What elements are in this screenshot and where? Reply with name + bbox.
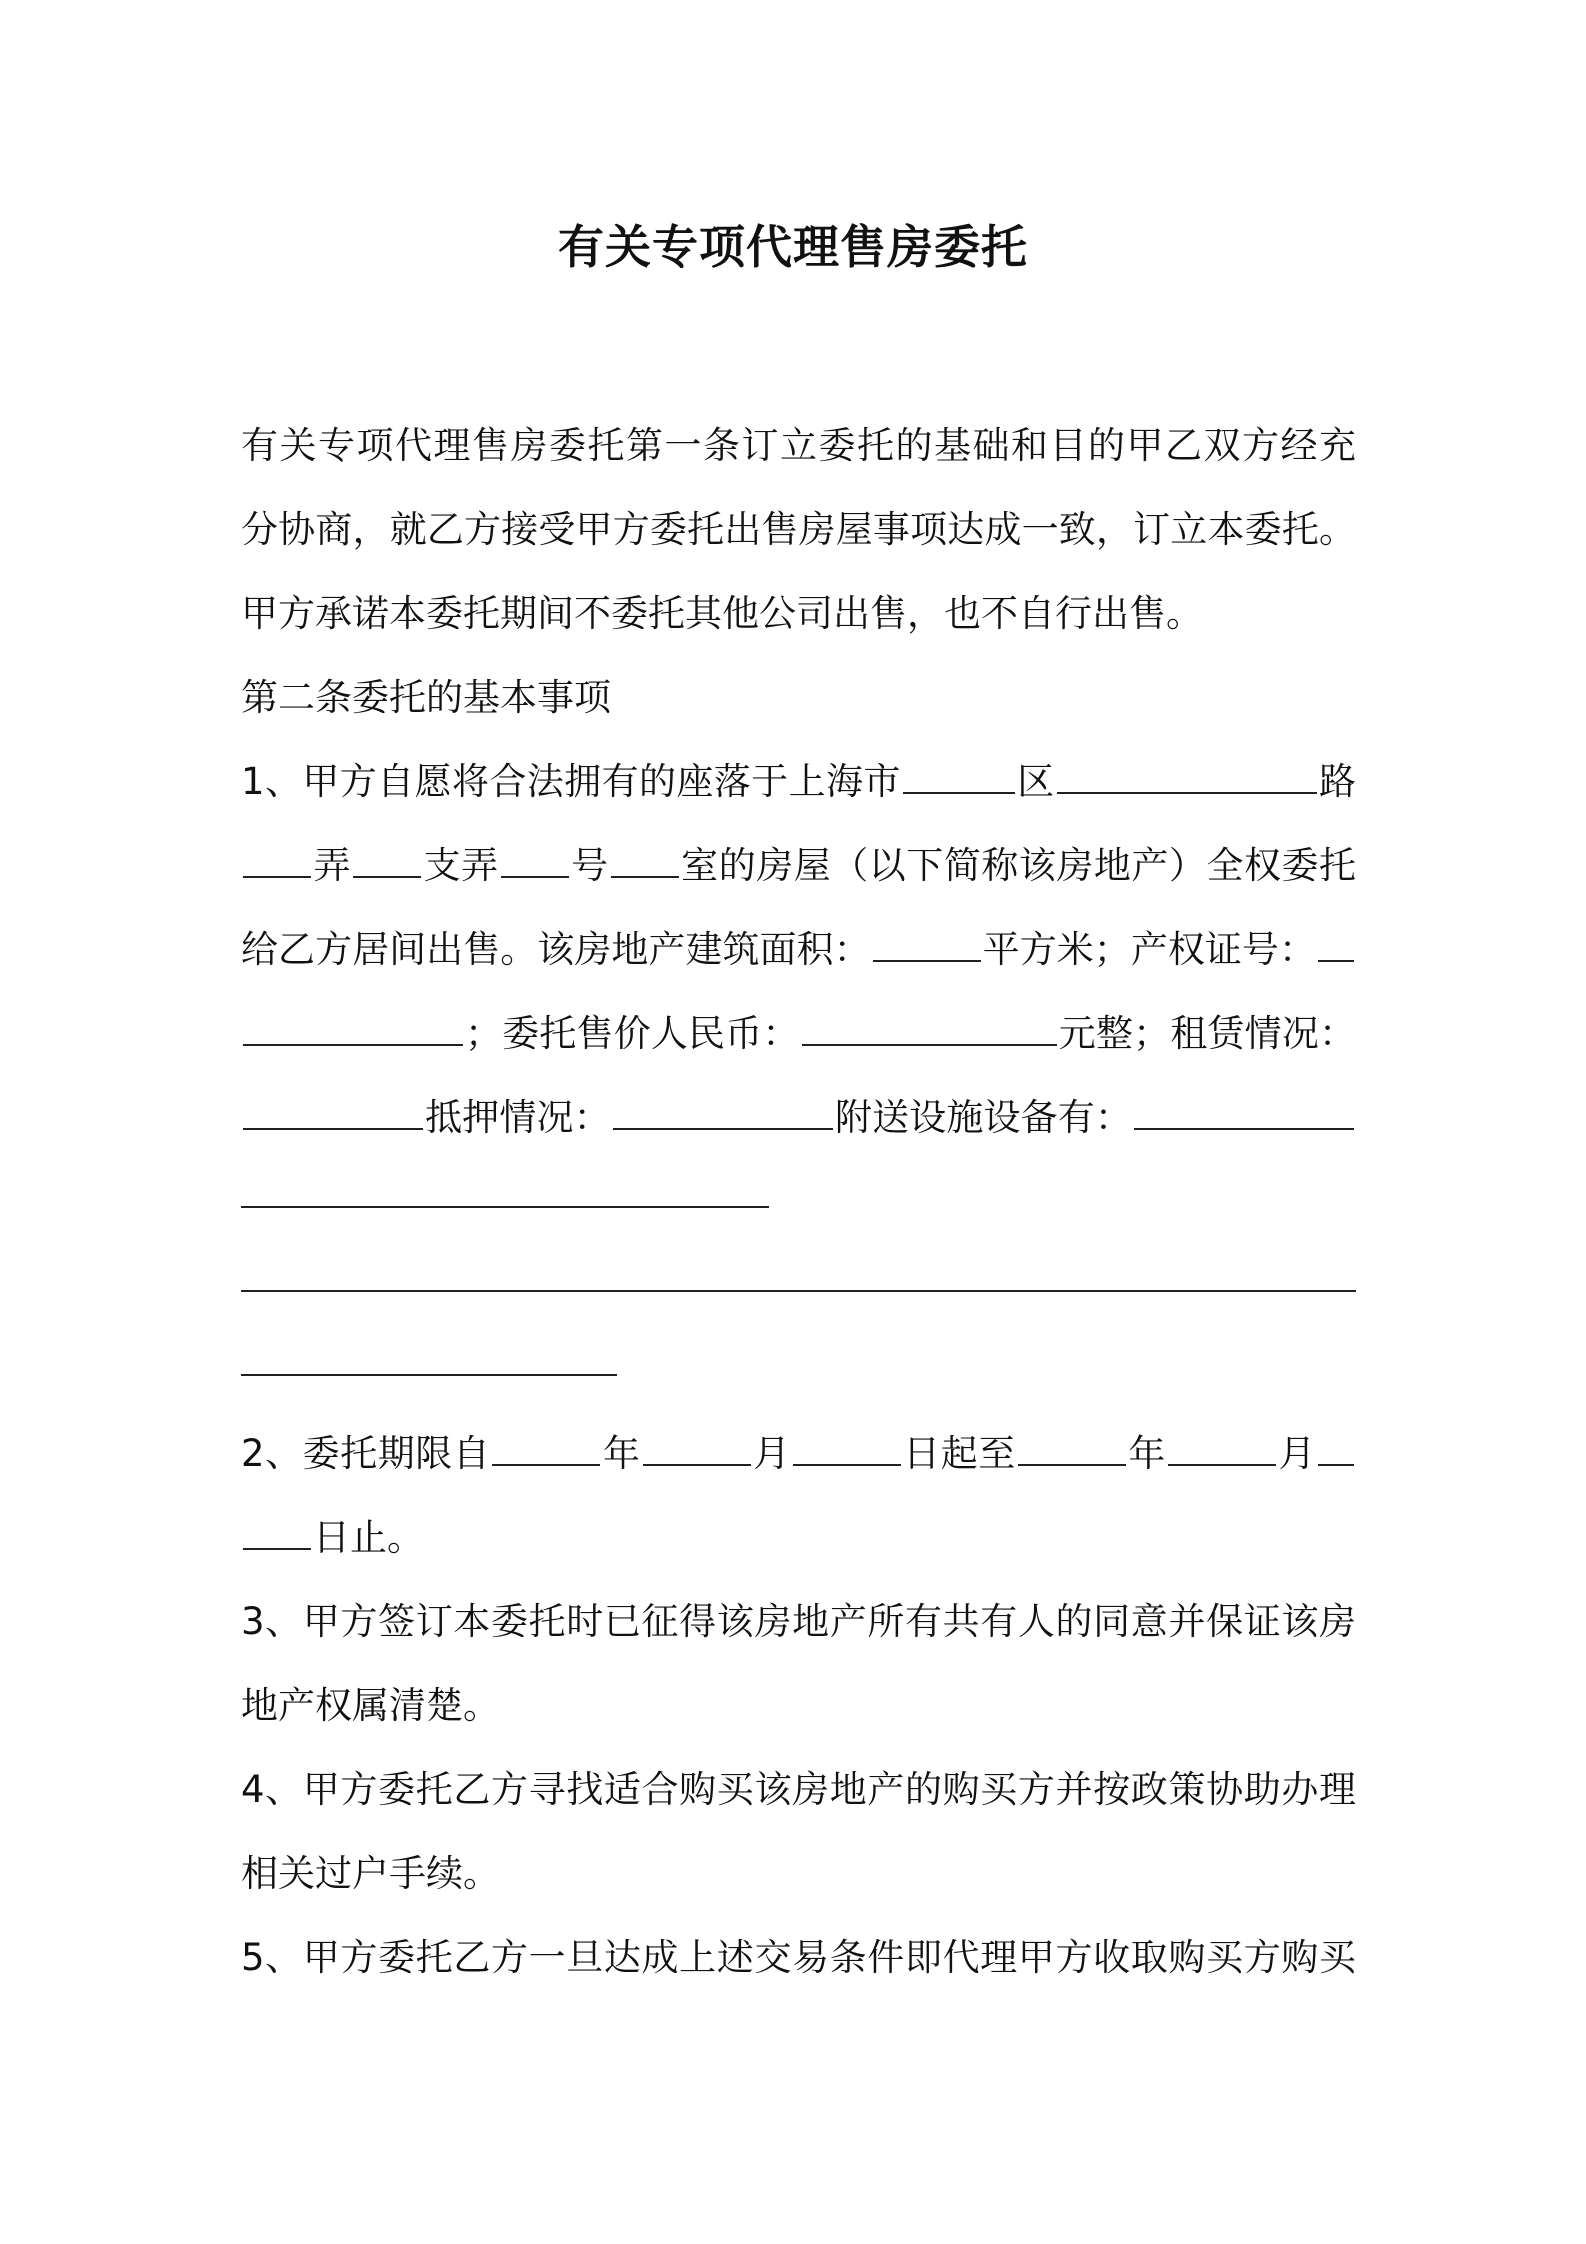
clause-text: 平方米；产权证号：	[982, 928, 1317, 971]
clause-3-line-1: 3、甲方签订本委托时已征得该房地产所有共有人的同意并保证该房	[241, 1600, 1356, 1643]
clause-text: 月	[1277, 1432, 1317, 1475]
section-heading: 第二条委托的基本事项	[241, 676, 611, 719]
clause-text: 室的房屋（以下简称该房地产）全权委托	[680, 844, 1357, 887]
fill-rule-facilities-3	[241, 1374, 617, 1376]
clause-text: ；委托售价人民币：	[465, 1012, 800, 1055]
clause-3-line-2: 地产权属清楚。	[241, 1684, 500, 1727]
clause-text: 日起至	[902, 1432, 1016, 1475]
fill-blank-end-month	[1168, 1463, 1276, 1466]
fill-blank-price	[802, 1043, 1057, 1046]
fill-blank-room	[611, 875, 679, 878]
fill-blank-district	[903, 791, 1015, 794]
clause-2-line-2	[241, 1496, 1356, 1580]
clause-text: 2、委托期限自	[241, 1432, 491, 1475]
fill-blank-lane	[243, 875, 311, 878]
fill-blank-start-year	[492, 1463, 600, 1466]
clause-text: 元整；租赁情况：	[1058, 1012, 1357, 1055]
fill-blank-end-day	[1318, 1463, 1354, 1466]
fill-rule-facilities-2	[241, 1290, 1356, 1292]
fill-blank-certificate	[1318, 959, 1354, 962]
clause-text: 月	[752, 1432, 791, 1475]
fill-blank-road	[1057, 791, 1317, 794]
clause-1-line-5	[241, 1076, 1356, 1160]
paragraph-line: 甲方承诺本委托期间不委托其他公司出售，也不自行出售。	[241, 592, 1203, 635]
clause-5-line-1: 5、甲方委托乙方一旦达成上述交易条件即代理甲方收取购买方购买	[241, 1936, 1356, 1979]
fill-blank-start-day	[793, 1463, 901, 1466]
clause-1-line-4	[241, 992, 1356, 1076]
clause-text: 附送设施设备有：	[834, 1096, 1133, 1139]
clause-4-line-1: 4、甲方委托乙方寻找适合购买该房地产的购买方并按政策协助办理	[241, 1768, 1356, 1811]
document-body	[241, 404, 1356, 2000]
fill-blank-end-year	[1018, 1463, 1126, 1466]
blank-line	[241, 1244, 1356, 1328]
clause-2-line-1	[241, 1412, 1356, 1496]
fill-blank-area	[873, 959, 981, 962]
fill-blank-end-day-cont	[243, 1547, 311, 1550]
clause-1-line-3	[241, 908, 1356, 992]
clause-text: 支弄	[423, 844, 499, 887]
fill-blank-lease	[243, 1127, 423, 1130]
clause-text: 年	[1127, 1432, 1166, 1475]
clause-text: 抵押情况：	[425, 1096, 611, 1139]
clause-4-line-2: 相关过户手续。	[241, 1852, 500, 1895]
fill-blank-number	[501, 875, 569, 878]
blank-line	[241, 1328, 1356, 1412]
fill-rule-facilities-1	[241, 1206, 769, 1208]
clause-text: 号	[570, 844, 609, 887]
fill-blank-facilities	[1134, 1127, 1354, 1130]
clause-text: 年	[602, 1432, 641, 1475]
clause-1-line-2	[241, 824, 1356, 908]
clause-text: 给乙方居间出售。该房地产建筑面积：	[241, 928, 871, 971]
fill-blank-certificate-cont	[243, 1043, 463, 1046]
clause-text: 路	[1318, 760, 1357, 803]
paragraph-line: 分协商，就乙方接受甲方委托出售房屋事项达成一致，订立本委托。	[241, 508, 1356, 551]
clause-text: 弄	[313, 844, 352, 887]
clause-text: 区	[1016, 760, 1055, 803]
fill-blank-sublane	[353, 875, 421, 878]
clause-1-line-1	[241, 740, 1356, 824]
paragraph-line: 有关专项代理售房委托第一条订立委托的基础和目的甲乙双方经充	[241, 424, 1356, 467]
clause-text: 1、甲方自愿将合法拥有的座落于上海市	[241, 760, 901, 803]
blank-line	[241, 1160, 1356, 1244]
fill-blank-start-month	[643, 1463, 751, 1466]
clause-text: 日止。	[313, 1516, 424, 1559]
document-title: 有关专项代理售房委托	[558, 220, 1028, 274]
fill-blank-mortgage	[613, 1127, 833, 1130]
